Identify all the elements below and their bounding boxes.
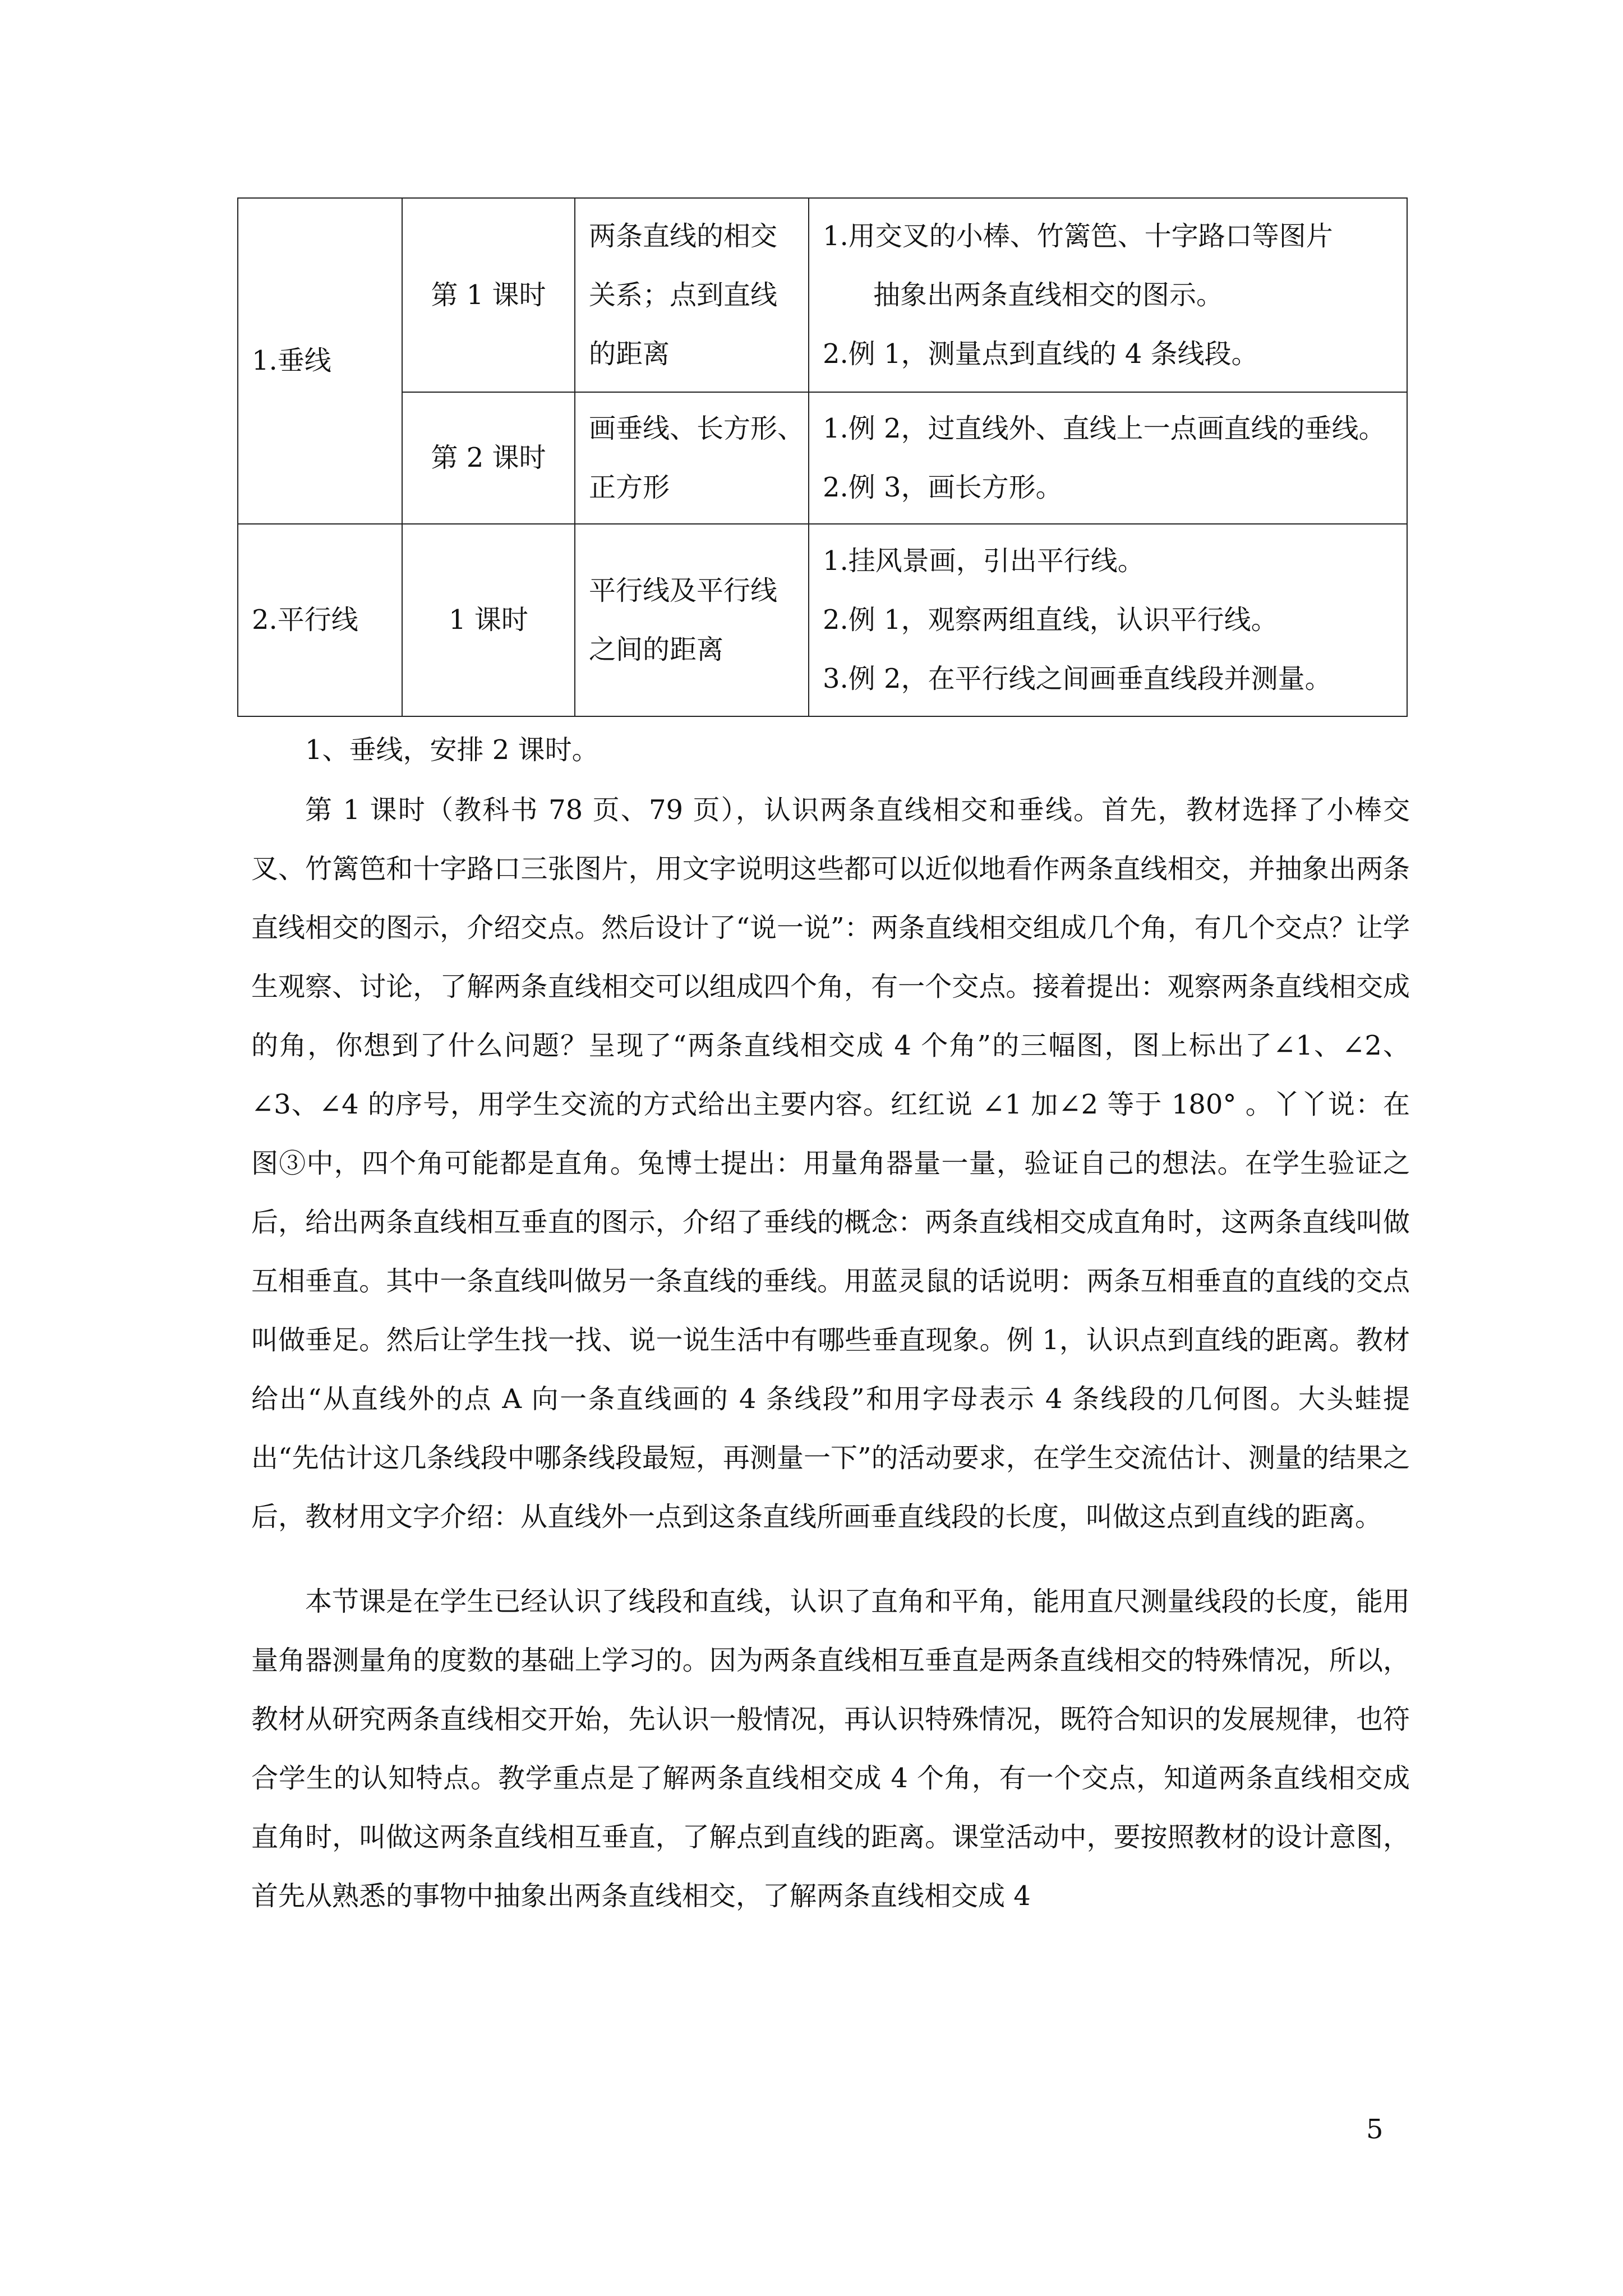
unit-cell: 1.垂线: [238, 198, 402, 524]
activity-cell: [809, 198, 1407, 392]
topic-line: 的距离: [589, 338, 670, 370]
body-text: [251, 721, 1410, 1926]
topic-cell: [575, 198, 809, 392]
period-cell: 第 1 课时: [402, 198, 575, 392]
topic-line: 画垂线、长方形、: [589, 412, 805, 444]
activity-line: 2.例 1，观察两组直线，认识平行线。: [823, 604, 1278, 636]
lesson-plan-table: [237, 197, 1408, 717]
section-heading: 1、垂线，安排 2 课时。: [305, 734, 599, 766]
table-row: [238, 392, 1407, 524]
activity-line: 3.例 2，在平行线之间画垂直线段并测量。: [823, 663, 1332, 694]
activity-line: 1.例 2，过直线外、直线上一点画直线的垂线。: [823, 412, 1386, 444]
activity-line: 2.例 1，测量点到直线的 4 条线段。: [823, 338, 1258, 370]
topic-line: 平行线及平行线: [589, 574, 778, 606]
activity-line: 1.用交叉的小棒、竹篱笆、十字路口等图片: [823, 220, 1333, 252]
period-cell: 1 课时: [402, 524, 575, 716]
period-cell: 第 2 课时: [402, 392, 575, 524]
paragraph: 第 1 课时（教科书 78 页、79 页），认识两条直线相交和垂线。首先，教材选择了小棒交叉、竹篱笆和十字路口三张图片，用文字说明这些都可以近似地看作两条直线相交，并抽象出两条直线相交的图示，介绍交点。然后设计了“说一说”：两条直线相交组成几个角，有几个交点？让学生观察、讨论，了解两条直线相交可以组成四个角，有一个交点。接着提出：观察两条直线相交成的角，你想到了什么问题？呈现了“两条直线相交成 4 个角”的三幅图，图上标出了∠1、∠2、∠3、∠4 的序号，用学生交流的方式给出主要内容。红红说 ∠1 加∠2 等于 180° 。丫丫说：在图③中，四个角可能都是直角。兔博士提出：用量角器量一量，验证自己的想法。在学生验证之后，给出两条直线相互垂直的图示，介绍了垂线的概念：两条直线相交成直角时，这两条直线叫做互相垂直。其中一条直线叫做另一条直线的垂线。用蓝灵鼠的话说明：两条互相垂直的直线的交点叫做垂足。然后让学生找一找、说一说生活中有哪些垂直现象。例 1，认识点到直线的距离。教材给出“从直线外的点 A 向一条直线画的 4 条线段”和用字母表示 4 条线段的几何图。大头蛙提出“先估计这几条线段中哪条线段最短，再测量一下”的活动要求，在学生交流估计、测量的结果之后，教材用文字介绍：从直线外一点到这条直线所画垂直线段的长度，叫做这点到直线的距离。: [251, 794, 1410, 1533]
activity-cell: [809, 524, 1407, 716]
unit-cell: 2.平行线: [238, 524, 402, 716]
topic-line: 关系；点到直线: [589, 279, 778, 311]
activity-line: 2.例 3，画长方形。: [823, 471, 1063, 503]
topic-line: 两条直线的相交: [589, 220, 778, 252]
activity-cell: [809, 392, 1407, 524]
activity-line: 1.挂风景画，引出平行线。: [823, 545, 1145, 577]
activity-line: 抽象出两条直线相交的图示。: [873, 279, 1224, 311]
page-number: 5: [1366, 2114, 1384, 2145]
table-row: [238, 524, 1407, 716]
paragraph: 本节课是在学生已经认识了线段和直线，认识了直角和平角，能用直尺测量线段的长度，能用量角器测量角的度数的基础上学习的。因为两条直线相互垂直是两条直线相交的特殊情况，所以，教材从研究两条直线相交开始，先认识一般情况，再认识特殊情况，既符合知识的发展规律，也符合学生的认知特点。教学重点是了解两条直线相交成 4 个角，有一个交点，知道两条直线相交成直角时，叫做这两条直线相互垂直，了解点到直线的距离。课堂活动中，要按照教材的设计意图，首先从熟悉的事物中抽象出两条直线相交，了解两条直线相交成 4: [251, 1586, 1410, 1912]
topic-line: 正方形: [589, 471, 670, 503]
topic-line: 之间的距离: [589, 633, 724, 665]
topic-cell: [575, 524, 809, 716]
topic-cell: [575, 392, 809, 524]
table-row: [238, 198, 1407, 392]
